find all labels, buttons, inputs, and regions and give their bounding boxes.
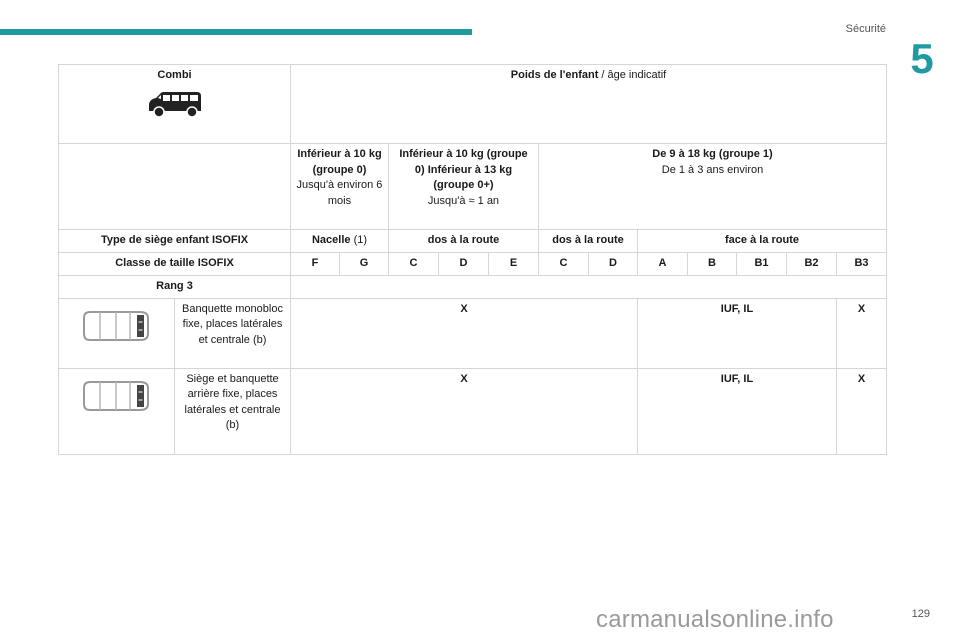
result-cell: X: [837, 298, 887, 368]
weight-group-0: [291, 144, 389, 230]
weight-title-bold: Poids de l'enfant: [510, 69, 599, 81]
result-cell: X: [837, 368, 887, 454]
class-cell: D: [589, 253, 638, 276]
rang-row: [59, 276, 887, 299]
type-nacelle-note: (1): [350, 234, 368, 246]
weight-group-1-title: De 9 à 18 kg (groupe 1): [652, 148, 773, 160]
table-row: [59, 368, 887, 454]
type-nacelle-label: Nacelle: [311, 234, 351, 246]
type-rear-facing-1: dos à la route: [389, 230, 539, 253]
class-cell: B: [688, 253, 737, 276]
weight-group-1-age: De 1 à 3 ans environ: [661, 163, 764, 176]
class-cell: A: [638, 253, 688, 276]
section-title: Sécurité: [845, 23, 886, 35]
rang-label: Rang 3: [59, 276, 291, 299]
isofix-table: [58, 64, 887, 455]
weight-group-0plus: [389, 144, 539, 230]
seat-description: Siège et banquette arrière fixe, places latérales et centrale (b): [175, 368, 291, 454]
size-class-row: [59, 253, 887, 276]
weight-title-rest: / âge indicatif: [598, 69, 667, 81]
weights-row: [59, 144, 887, 230]
result-cell: X: [291, 298, 638, 368]
vehicle-top-view-icon: [82, 378, 152, 414]
chapter-number: 5: [910, 35, 934, 82]
seat-type-label: Type de siège enfant ISOFIX: [59, 230, 291, 253]
empty-cell: [59, 144, 291, 230]
type-rear-facing-2: dos à la route: [539, 230, 638, 253]
weight-group-0plus-age: Jusqu'à ≈ 1 an: [427, 194, 500, 207]
van-side-icon: [145, 90, 205, 120]
seat-type-row: [59, 230, 887, 253]
seat-description: Banquette monobloc fixe, places latérales et centrale (b): [175, 298, 291, 368]
class-cell: B2: [787, 253, 837, 276]
vehicle-top-view-icon: [82, 308, 152, 344]
class-cell: D: [439, 253, 489, 276]
section-color-bar: [0, 29, 472, 35]
weight-group-0-age: Jusqu'à environ 6 mois: [296, 179, 383, 207]
weight-title-cell: [291, 65, 887, 144]
weight-group-0plus-title: Inférieur à 10 kg (groupe 0) Inférieur à 13 kg (groupe 0+): [399, 148, 528, 191]
class-cell: F: [291, 253, 340, 276]
result-cell: X: [291, 368, 638, 454]
class-cell: C: [539, 253, 589, 276]
type-nacelle: [291, 230, 389, 253]
table-row: [59, 298, 887, 368]
seat-map-cell: [59, 298, 175, 368]
seat-map-cell: [59, 368, 175, 454]
class-cell: E: [489, 253, 539, 276]
type-forward-facing: face à la route: [638, 230, 887, 253]
class-cell: G: [340, 253, 389, 276]
watermark[interactable]: carmanualsonline.info: [596, 606, 834, 633]
class-cell: B1: [737, 253, 787, 276]
weight-group-1: [539, 144, 887, 230]
result-cell: IUF, IL: [638, 368, 837, 454]
size-class-label: Classe de taille ISOFIX: [59, 253, 291, 276]
weight-group-0-title: Inférieur à 10 kg (groupe 0): [297, 148, 382, 176]
result-cell: IUF, IL: [638, 298, 837, 368]
page-number: 129: [911, 608, 930, 620]
class-cell: B3: [837, 253, 887, 276]
header-row: [59, 65, 887, 144]
vehicle-cell: [59, 65, 291, 144]
class-cell: C: [389, 253, 439, 276]
vehicle-label: Combi: [157, 69, 192, 81]
empty-cell: [291, 276, 887, 299]
